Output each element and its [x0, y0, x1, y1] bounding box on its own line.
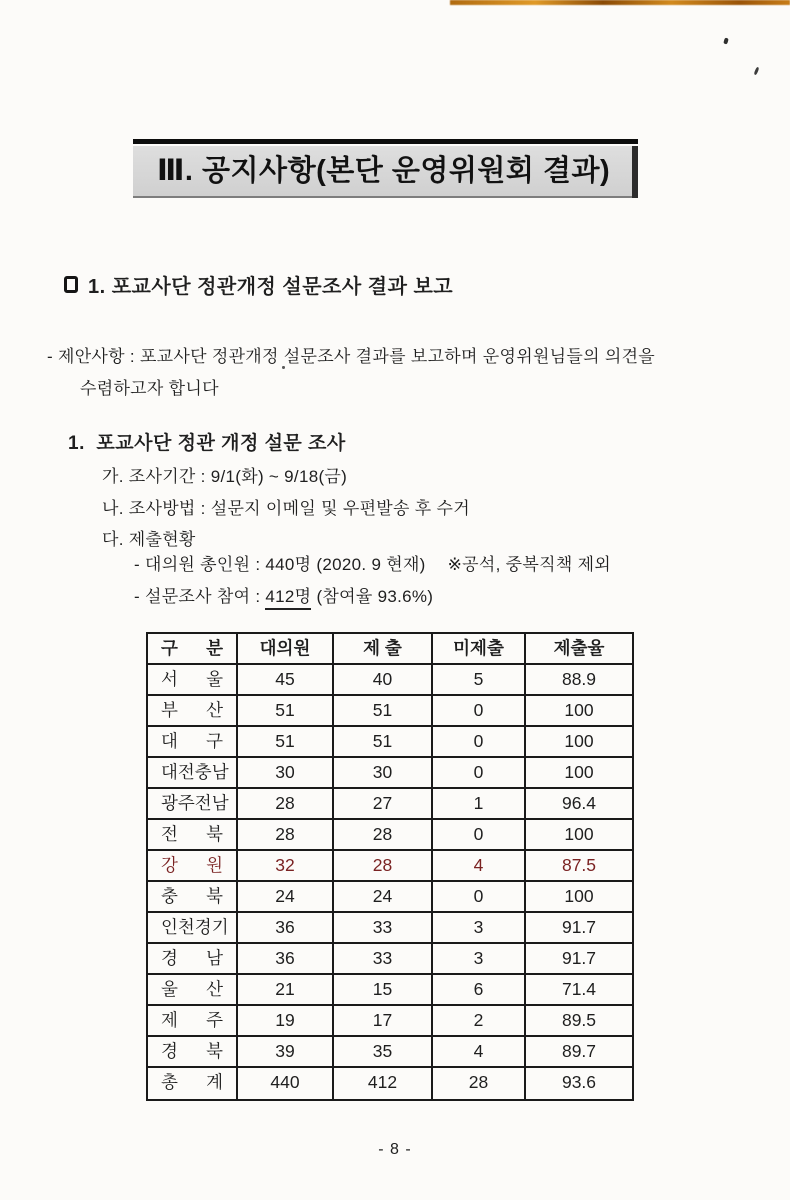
- header-submitted: 제 출: [334, 634, 433, 665]
- submission-table: [146, 632, 634, 1101]
- scan-edge-artifact: [450, 0, 790, 5]
- cell-delegates: 36: [238, 944, 334, 975]
- cell-submitted: 35: [334, 1037, 433, 1068]
- table-row: [148, 882, 632, 913]
- total-members-text: - 대의원 총인원 : 440명 (2020. 9 현재): [134, 555, 426, 574]
- table-row: [148, 1037, 632, 1068]
- cell-submitted: 15: [334, 975, 433, 1006]
- cell-delegates: 51: [238, 727, 334, 758]
- table-row: [148, 665, 632, 696]
- cell-region: 대전충남: [148, 758, 238, 789]
- table-row: [148, 820, 632, 851]
- header-delegates: 대의원: [238, 634, 334, 665]
- cell-delegates: 28: [238, 789, 334, 820]
- cell-not-submitted: 0: [433, 696, 526, 727]
- cell-rate: 91.7: [526, 913, 632, 944]
- cell-submitted: 28: [334, 820, 433, 851]
- cell-submitted: 51: [334, 727, 433, 758]
- cell-not-submitted: 2: [433, 1006, 526, 1037]
- cell-region: 충 북: [148, 882, 238, 913]
- cell-not-submitted: 28: [433, 1068, 526, 1099]
- cell-not-submitted: 4: [433, 1037, 526, 1068]
- survey-item-method: 나. 조사방법 : 설문지 이메일 및 우편발송 후 수거: [102, 499, 470, 518]
- participation-prefix: - 설문조사 참여 :: [134, 587, 266, 606]
- survey-section-title: 1. 포교사단 정관 개정 설문 조사: [68, 433, 346, 454]
- page-title: Ⅲ. 공지사항(본단 운영위원회 결과): [157, 155, 611, 187]
- cell-region: 서 울: [148, 665, 238, 696]
- cell-delegates: 51: [238, 696, 334, 727]
- banner-body: [133, 146, 638, 198]
- cell-delegates: 39: [238, 1037, 334, 1068]
- cell-submitted: 40: [334, 665, 433, 696]
- cell-not-submitted: 3: [433, 913, 526, 944]
- table-row: [148, 913, 632, 944]
- cell-submitted: 17: [334, 1006, 433, 1037]
- survey-item-status: 다. 제출현황: [102, 530, 196, 549]
- banner-top-rule: [133, 139, 638, 144]
- cell-rate: 100: [526, 882, 632, 913]
- cell-not-submitted: 0: [433, 758, 526, 789]
- participation-line: [134, 582, 433, 610]
- table-row: [148, 975, 632, 1006]
- table-row: [148, 696, 632, 727]
- scan-speck: [723, 38, 729, 45]
- cell-submitted: 33: [334, 913, 433, 944]
- cell-delegates: 32: [238, 851, 334, 882]
- cell-not-submitted: 6: [433, 975, 526, 1006]
- survey-item-period: 가. 조사기간 : 9/1(화) ~ 9/18(금): [102, 467, 348, 486]
- cell-delegates: 30: [238, 758, 334, 789]
- cell-delegates: 24: [238, 882, 334, 913]
- proposal-line-1: - 제안사항 : 포교사단 정관개정 설문조사 결과를 보고하며 운영위원님들의 의견을: [47, 347, 656, 366]
- cell-region: 전 북: [148, 820, 238, 851]
- square-bullet-icon: [64, 276, 78, 293]
- proposal-line-2: 수렴하고자 합니다: [80, 379, 219, 398]
- cell-submitted: 24: [334, 882, 433, 913]
- cell-rate: 91.7: [526, 944, 632, 975]
- cell-submitted: 30: [334, 758, 433, 789]
- cell-region: 인천경기: [148, 913, 238, 944]
- cell-delegates: 21: [238, 975, 334, 1006]
- table-body: [148, 665, 632, 1099]
- cell-delegates: 440: [238, 1068, 334, 1099]
- cell-region: 제 주: [148, 1006, 238, 1037]
- banner-right-shadow: [632, 146, 638, 198]
- cell-region: 강 원: [148, 851, 238, 882]
- cell-not-submitted: 4: [433, 851, 526, 882]
- cell-region: 울 산: [148, 975, 238, 1006]
- cell-region: 경 북: [148, 1037, 238, 1068]
- cell-region: 부 산: [148, 696, 238, 727]
- cell-rate: 100: [526, 820, 632, 851]
- table-row: [148, 758, 632, 789]
- cell-delegates: 36: [238, 913, 334, 944]
- table-row: [148, 1068, 632, 1099]
- cell-rate: 87.5: [526, 851, 632, 882]
- cell-region: 경 남: [148, 944, 238, 975]
- cell-delegates: 45: [238, 665, 334, 696]
- cell-submitted: 412: [334, 1068, 433, 1099]
- cell-rate: 96.4: [526, 789, 632, 820]
- header-rate: 제출율: [526, 634, 632, 665]
- cell-rate: 88.9: [526, 665, 632, 696]
- cell-submitted: 28: [334, 851, 433, 882]
- cell-not-submitted: 3: [433, 944, 526, 975]
- cell-not-submitted: 0: [433, 882, 526, 913]
- cell-delegates: 19: [238, 1006, 334, 1037]
- cell-not-submitted: 0: [433, 820, 526, 851]
- cell-region: 광주전남: [148, 789, 238, 820]
- cell-submitted: 27: [334, 789, 433, 820]
- cell-submitted: 51: [334, 696, 433, 727]
- cell-rate: 71.4: [526, 975, 632, 1006]
- table-row: [148, 944, 632, 975]
- cell-rate: 100: [526, 727, 632, 758]
- participation-suffix: (참여율 93.6%): [311, 587, 434, 606]
- table-row: [148, 851, 632, 882]
- total-members-note: ※공석, 중복직책 제외: [447, 555, 612, 574]
- table-row: [148, 789, 632, 820]
- cell-submitted: 33: [334, 944, 433, 975]
- cell-rate: 100: [526, 758, 632, 789]
- cell-region: 총 계: [148, 1068, 238, 1099]
- table-row: [148, 727, 632, 758]
- cell-not-submitted: 0: [433, 727, 526, 758]
- header-region: 구 분: [148, 634, 238, 665]
- cell-rate: 93.6: [561, 1072, 597, 1092]
- cell-rate: 89.7: [526, 1037, 632, 1068]
- cell-rate: 89.5: [526, 1006, 632, 1037]
- header-not-submitted: 미제출: [433, 634, 526, 665]
- table-row: [148, 1006, 632, 1037]
- cell-not-submitted: 5: [433, 665, 526, 696]
- table-header-row: [148, 634, 632, 665]
- scan-speck: [754, 67, 760, 76]
- cell-rate: 100: [526, 696, 632, 727]
- cell-not-submitted: 1: [433, 789, 526, 820]
- cell-region: 대 구: [148, 727, 238, 758]
- section-heading: [64, 270, 453, 299]
- cell-delegates: 28: [238, 820, 334, 851]
- section-heading-text: 1. 포교사단 정관개정 설문조사 결과 보고: [88, 276, 454, 298]
- title-banner: [133, 139, 638, 200]
- page-number: - 8 -: [378, 1141, 412, 1158]
- total-members-line: [134, 550, 611, 575]
- participation-count: 412명: [265, 582, 311, 610]
